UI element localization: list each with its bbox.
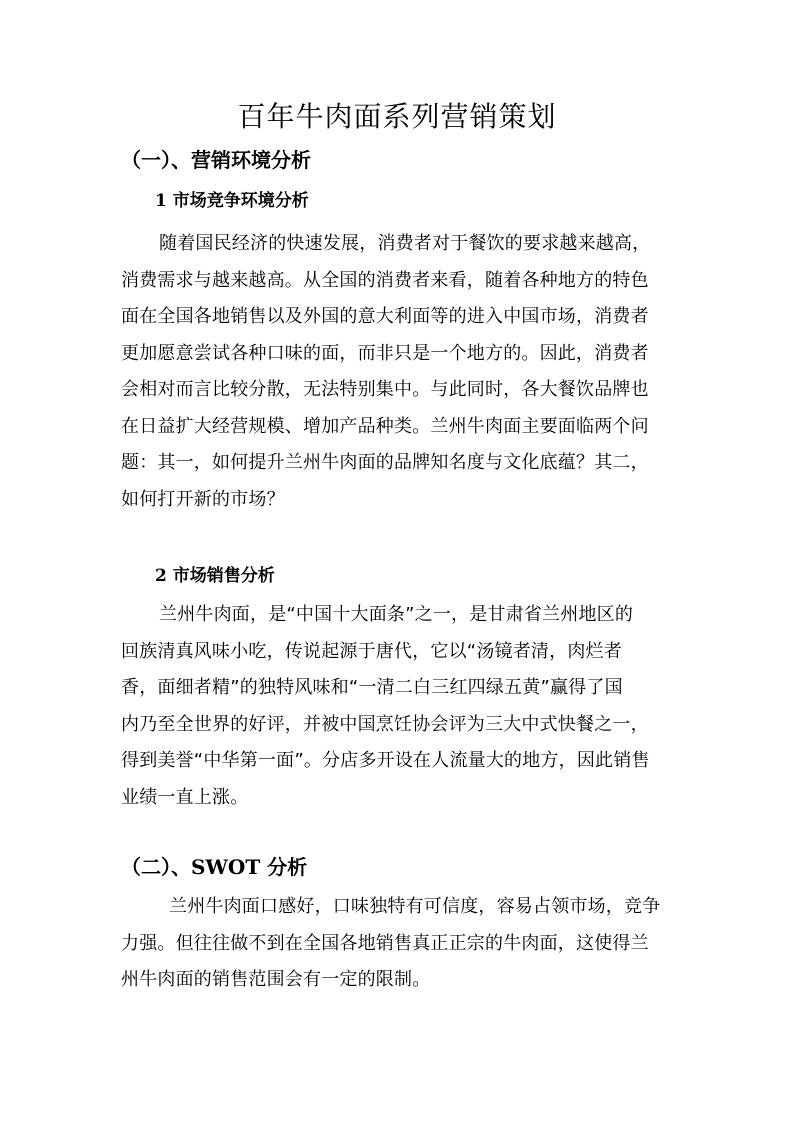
paragraph-competition [121, 226, 669, 518]
section-heading-marketing-environment: （一）、营销环境分析 [121, 148, 311, 172]
paragraph-line: 面在全国各地销售以及外国的意大利面等的进入中国市场，消费者 [121, 306, 649, 327]
subsection-heading-sales: 2 市场销售分析 [155, 566, 275, 586]
paragraph-line: 题：其一，如何提升兰州牛肉面的品牌知名度与文化底蕴？其二， [121, 452, 649, 473]
section-heading-swot: （二）、SWOT 分析 [121, 855, 308, 879]
paragraph-line: 回族清真风味小吃，传说起源于唐代，它以“汤镜者清，肉烂者 [121, 640, 622, 662]
paragraph-line: 兰州牛肉面口感好，口味独特有可信度，容易占领市场，竞争 [169, 896, 661, 917]
paragraph-line: 业绩一直上涨。 [121, 786, 249, 808]
paragraph-line: 在日益扩大经营规模、增加产品种类。兰州牛肉面主要面临两个问 [121, 415, 649, 437]
paragraph-line: 力强。但往往做不到在全国各地销售真正正宗的牛肉面，这使得兰 [121, 932, 649, 954]
paragraph-line: 兰州牛肉面，是“中国十大面条”之一，是甘肃省兰州地区的 [159, 604, 634, 625]
paragraph-line: 得到美誉“中华第一面”。分店多开设在人流量大的地方，因此销售 [121, 750, 650, 771]
paragraph-swot [121, 889, 669, 999]
paragraph-line: 消费需求与越来越高。从全国的消费者来看，随着各种地方的特色 [121, 269, 649, 291]
paragraph-line: 更加愿意尝试各种口味的面，而非只是一个地方的。因此，消费者 [121, 342, 649, 364]
paragraph-sales [121, 597, 669, 816]
paragraph-line: 会相对而言比较分散，无法特别集中。与此同时，各大餐饮品牌也 [121, 379, 649, 400]
paragraph-line: 如何打开新的市场？ [121, 488, 285, 510]
subsection-heading-competition: 1 市场竞争环境分析 [155, 191, 309, 211]
paragraph-line: 州牛肉面的销售范围会有一定的限制。 [121, 969, 431, 990]
paragraph-line: 内乃至全世界的好评，并被中国烹饪协会评为三大中式快餐之一， [121, 713, 649, 735]
paragraph-line: 随着国民经济的快速发展，消费者对于餐饮的要求越来越高， [159, 233, 651, 254]
paragraph-line: 香，面细者精”的独特风味和“一清二白三红四绿五黄”赢得了国 [121, 677, 623, 698]
document-title: 百年牛肉面系列营销策划 [237, 100, 557, 133]
